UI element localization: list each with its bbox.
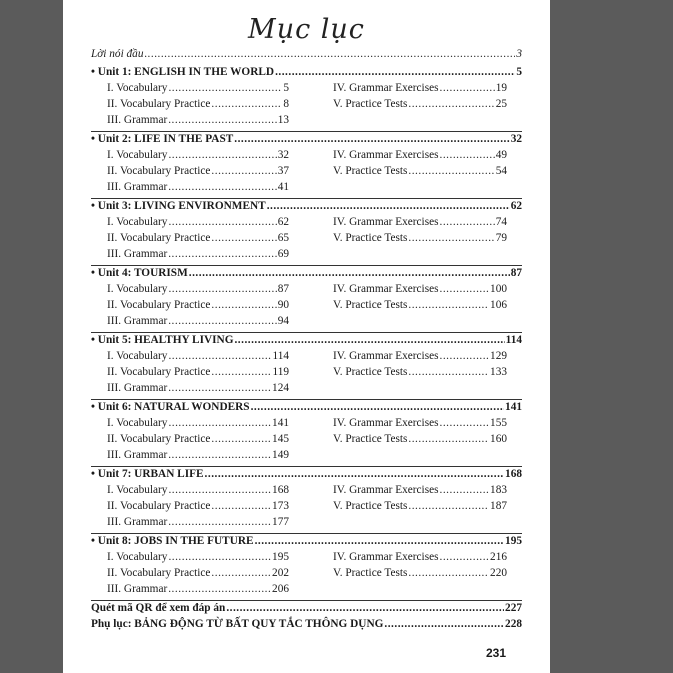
section-entry xyxy=(107,583,289,599)
toc-entry-page: 187 xyxy=(490,500,507,512)
bullet-icon: • xyxy=(91,535,98,547)
bullet-icon: • xyxy=(91,334,98,346)
dot-leader xyxy=(168,114,276,126)
toc-entry-label: Unit 7: URBAN LIFE xyxy=(97,468,204,480)
section-entry xyxy=(333,433,507,449)
dot-leader xyxy=(168,283,276,295)
unit-title-wrap xyxy=(91,200,266,212)
empty-cell xyxy=(333,449,507,465)
toc-entry-page: 168 xyxy=(272,484,289,496)
unit-heading xyxy=(91,133,522,149)
toc-entry-page: 32 xyxy=(510,133,522,145)
section-entry xyxy=(107,98,289,114)
toc-entry-label: V. Practice Tests xyxy=(333,366,408,378)
toc-entry-page: 124 xyxy=(272,382,289,394)
toc-entry-label: II. Vocabulary Practice xyxy=(107,366,211,378)
toc-entry-page: 62 xyxy=(277,216,289,228)
dot-leader xyxy=(211,433,271,445)
section-entry xyxy=(333,299,507,315)
toc-entry-page: 74 xyxy=(495,216,507,228)
dot-leader xyxy=(408,500,489,512)
toc-entry-label: II. Vocabulary Practice xyxy=(107,232,211,244)
unit-sections xyxy=(91,216,522,264)
toc-entry-label: III. Grammar xyxy=(107,114,168,126)
empty-cell xyxy=(333,114,507,130)
toc-entry-label: I. Vocabulary xyxy=(107,216,168,228)
empty-cell xyxy=(333,516,507,532)
toc-entry-page: 62 xyxy=(510,200,522,212)
bullet-icon: • xyxy=(91,200,98,212)
section-entry xyxy=(333,82,507,98)
toc-entry-label: IV. Grammar Exercises xyxy=(333,82,439,94)
section-entry xyxy=(107,516,289,532)
toc-entry-page: 216 xyxy=(490,551,507,563)
toc-entry-page: 227 xyxy=(505,602,522,614)
toc-entry-label: II. Vocabulary Practice xyxy=(107,567,211,579)
toc-entry-page: 177 xyxy=(272,516,289,528)
toc-entry-label: I. Vocabulary xyxy=(107,149,168,161)
toc-entry-label: II. Vocabulary Practice xyxy=(107,299,211,311)
page-number: 231 xyxy=(486,646,507,660)
dot-leader xyxy=(255,535,504,547)
dot-leader xyxy=(275,66,515,78)
appendix-entry xyxy=(91,618,522,634)
dot-leader xyxy=(251,401,504,413)
unit-sections xyxy=(91,350,522,398)
bullet-icon: • xyxy=(91,267,98,279)
section-entry xyxy=(107,366,289,382)
toc-entry-label: Unit 3: LIVING ENVIRONMENT xyxy=(97,200,266,212)
toc-entry-label: IV. Grammar Exercises xyxy=(333,283,439,295)
toc-entry-page: 90 xyxy=(277,299,289,311)
toc-entry-page: 106 xyxy=(490,299,507,311)
document-page xyxy=(63,0,550,673)
toc-entry-page: 54 xyxy=(495,165,507,177)
toc-entry-label: V. Practice Tests xyxy=(333,567,408,579)
toc-entry-page: 3 xyxy=(516,48,522,60)
dot-leader xyxy=(440,417,490,429)
toc-entry-label: III. Grammar xyxy=(107,516,168,528)
dot-leader xyxy=(168,350,271,362)
section-entry xyxy=(333,98,507,114)
toc-entry-page: 141 xyxy=(505,401,522,413)
dot-leader xyxy=(408,567,489,579)
toc-entry-page: 195 xyxy=(505,535,522,547)
section-entry xyxy=(333,417,507,433)
section-entry xyxy=(333,149,507,165)
toc-entry-label: IV. Grammar Exercises xyxy=(333,350,439,362)
bullet-icon: • xyxy=(91,401,98,413)
toc-entry-page: 129 xyxy=(490,350,507,362)
toc-entry-page: 133 xyxy=(490,366,507,378)
toc-entry-label: IV. Grammar Exercises xyxy=(333,484,439,496)
toc-entry-label: V. Practice Tests xyxy=(333,299,408,311)
toc-entry-label: Phụ lục: BẢNG ĐỘNG TỪ BẤT QUY TẮC THÔNG DỤNG xyxy=(91,618,384,630)
unit-sections xyxy=(91,551,522,599)
appendix-entry xyxy=(91,602,522,618)
section-entry xyxy=(333,551,507,567)
dot-leader xyxy=(168,315,276,327)
section-entry xyxy=(107,484,289,500)
toc-entry-label: Unit 4: TOURISM xyxy=(97,267,188,279)
unit-block xyxy=(91,468,522,534)
toc-entry-label: II. Vocabulary Practice xyxy=(107,433,211,445)
toc-entry-page: 13 xyxy=(277,114,289,126)
toc-entry-label: III. Grammar xyxy=(107,449,168,461)
dot-leader xyxy=(408,433,489,445)
dot-leader xyxy=(168,149,276,161)
toc-entry-page: 155 xyxy=(490,417,507,429)
dot-leader xyxy=(168,82,282,94)
toc-entry-label: IV. Grammar Exercises xyxy=(333,551,439,563)
section-divider xyxy=(91,131,522,132)
toc-entry-page: 32 xyxy=(277,149,289,161)
section-entry xyxy=(333,232,507,248)
dot-leader xyxy=(211,500,271,512)
dot-leader xyxy=(440,350,490,362)
section-entry xyxy=(107,181,289,197)
toc-entry-label: III. Grammar xyxy=(107,248,168,260)
toc-entry-page: 79 xyxy=(495,232,507,244)
dot-leader xyxy=(234,133,509,145)
toc-entry-page: 173 xyxy=(272,500,289,512)
unit-title-wrap xyxy=(91,66,274,78)
section-entry xyxy=(107,82,289,98)
toc-entry-label: I. Vocabulary xyxy=(107,350,168,362)
unit-heading xyxy=(91,66,522,82)
dot-leader xyxy=(189,267,510,279)
toc-entry-label: I. Vocabulary xyxy=(107,82,168,94)
dot-leader xyxy=(440,149,495,161)
dot-leader xyxy=(440,82,495,94)
unit-title-wrap xyxy=(91,133,233,145)
dot-leader xyxy=(144,48,515,60)
section-entry xyxy=(107,165,289,181)
dot-leader xyxy=(440,283,490,295)
section-divider xyxy=(91,265,522,266)
toc-entry-page: 114 xyxy=(272,350,289,362)
section-entry xyxy=(107,114,289,130)
toc-entry-label: II. Vocabulary Practice xyxy=(107,500,211,512)
toc-entry-page: 220 xyxy=(490,567,507,579)
section-entry xyxy=(107,232,289,248)
dot-leader xyxy=(211,299,276,311)
unit-sections xyxy=(91,417,522,465)
empty-cell xyxy=(333,315,507,331)
section-entry xyxy=(107,382,289,398)
unit-title-wrap xyxy=(91,267,188,279)
dot-leader xyxy=(168,551,271,563)
toc-entry-label: I. Vocabulary xyxy=(107,283,168,295)
toc-entry-page: 206 xyxy=(272,583,289,595)
section-entry xyxy=(107,299,289,315)
section-entry xyxy=(333,350,507,366)
toc-entry-label: III. Grammar xyxy=(107,181,168,193)
toc-entry-label: II. Vocabulary Practice xyxy=(107,165,211,177)
section-divider xyxy=(91,533,522,534)
unit-sections xyxy=(91,283,522,331)
section-entry xyxy=(107,315,289,331)
dot-leader xyxy=(408,299,489,311)
toc-entry-page: 41 xyxy=(277,181,289,193)
toc-entry-page: 94 xyxy=(277,315,289,327)
table-of-contents xyxy=(91,48,522,634)
dot-leader xyxy=(440,551,490,563)
empty-cell xyxy=(333,248,507,264)
left-background xyxy=(0,0,63,673)
toc-entry-page: 19 xyxy=(495,82,507,94)
toc-entry-page: 145 xyxy=(272,433,289,445)
toc-entry-page: 168 xyxy=(505,468,522,480)
dot-leader xyxy=(211,567,271,579)
unit-block xyxy=(91,401,522,467)
unit-block xyxy=(91,267,522,333)
toc-entry-page: 87 xyxy=(510,267,522,279)
dot-leader xyxy=(408,98,494,110)
dot-leader xyxy=(168,417,271,429)
dot-leader xyxy=(440,484,490,496)
dot-leader xyxy=(408,366,489,378)
toc-entry-label: Unit 8: JOBS IN THE FUTURE xyxy=(97,535,254,547)
unit-heading xyxy=(91,200,522,216)
toc-entry-page: 25 xyxy=(495,98,507,110)
dot-leader xyxy=(168,449,271,461)
section-entry xyxy=(107,567,289,583)
toc-intro xyxy=(91,48,522,64)
bullet-icon: • xyxy=(91,133,98,145)
toc-entry-label: Unit 6: NATURAL WONDERS xyxy=(97,401,250,413)
toc-entry-label: V. Practice Tests xyxy=(333,98,408,110)
toc-entry-label: Lời nói đầu xyxy=(91,48,144,60)
section-divider xyxy=(91,600,522,601)
unit-title-wrap xyxy=(91,535,254,547)
empty-cell xyxy=(333,382,507,398)
toc-entry-page: 202 xyxy=(272,567,289,579)
section-entry xyxy=(107,248,289,264)
dot-leader xyxy=(168,516,271,528)
dot-leader xyxy=(211,98,282,110)
toc-entry-page: 87 xyxy=(277,283,289,295)
toc-entry-label: I. Vocabulary xyxy=(107,417,168,429)
bullet-icon: • xyxy=(91,66,98,78)
unit-block xyxy=(91,66,522,132)
toc-entry-label: IV. Grammar Exercises xyxy=(333,149,439,161)
section-entry xyxy=(107,216,289,232)
section-entry xyxy=(107,350,289,366)
appendix-list xyxy=(91,602,522,634)
section-entry xyxy=(333,165,507,181)
toc-entry-page: 37 xyxy=(277,165,289,177)
empty-cell xyxy=(333,583,507,599)
toc-entry-label: I. Vocabulary xyxy=(107,551,168,563)
toc-entry-label: II. Vocabulary Practice xyxy=(107,98,211,110)
toc-entry-page: 69 xyxy=(277,248,289,260)
empty-cell xyxy=(333,181,507,197)
dot-leader xyxy=(267,200,510,212)
unit-heading xyxy=(91,535,522,551)
dot-leader xyxy=(168,181,276,193)
section-entry xyxy=(333,500,507,516)
toc-entry-page: 195 xyxy=(272,551,289,563)
toc-entry-label: I. Vocabulary xyxy=(107,484,168,496)
dot-leader xyxy=(168,583,271,595)
unit-block xyxy=(91,334,522,400)
unit-block xyxy=(91,535,522,601)
dot-leader xyxy=(205,468,505,480)
unit-sections xyxy=(91,484,522,532)
toc-entry-label: Quét mã QR để xem đáp án xyxy=(91,602,226,614)
toc-entry-label: III. Grammar xyxy=(107,382,168,394)
toc-entry-page: 119 xyxy=(272,366,289,378)
unit-title-wrap xyxy=(91,334,233,346)
section-entry xyxy=(333,567,507,583)
section-entry xyxy=(333,283,507,299)
section-entry xyxy=(107,500,289,516)
unit-sections xyxy=(91,149,522,197)
toc-entry-label: IV. Grammar Exercises xyxy=(333,417,439,429)
unit-block xyxy=(91,133,522,199)
dot-leader xyxy=(226,602,504,614)
toc-entry-page: 8 xyxy=(283,98,289,110)
dot-leader xyxy=(408,232,494,244)
dot-leader xyxy=(168,216,276,228)
toc-entry-page: 5 xyxy=(283,82,289,94)
toc-entry-page: 5 xyxy=(516,66,522,78)
unit-title-wrap xyxy=(91,468,204,480)
toc-entry-label: V. Practice Tests xyxy=(333,165,408,177)
section-divider xyxy=(91,198,522,199)
dot-leader xyxy=(211,165,276,177)
toc-entry-page: 149 xyxy=(272,449,289,461)
toc-entry-page: 100 xyxy=(490,283,507,295)
toc-entry-label: V. Practice Tests xyxy=(333,232,408,244)
unit-title-wrap xyxy=(91,401,250,413)
toc-entry-label: III. Grammar xyxy=(107,315,168,327)
right-background xyxy=(550,0,673,673)
section-entry xyxy=(107,551,289,567)
dot-leader xyxy=(168,248,276,260)
page-title: Mục lục xyxy=(248,14,365,45)
toc-entry-page: 65 xyxy=(277,232,289,244)
section-entry xyxy=(107,433,289,449)
toc-entry-page: 141 xyxy=(272,417,289,429)
section-entry xyxy=(333,366,507,382)
section-entry xyxy=(107,449,289,465)
bullet-icon: • xyxy=(91,468,98,480)
toc-entry-page: 49 xyxy=(495,149,507,161)
toc-entry-label: Unit 2: LIFE IN THE PAST xyxy=(97,133,234,145)
unit-heading xyxy=(91,468,522,484)
unit-heading xyxy=(91,401,522,417)
unit-heading xyxy=(91,267,522,283)
dot-leader xyxy=(234,334,504,346)
section-entry xyxy=(107,417,289,433)
unit-block xyxy=(91,200,522,266)
section-divider xyxy=(91,399,522,400)
section-divider xyxy=(91,466,522,467)
section-entry xyxy=(107,149,289,165)
section-entry xyxy=(107,283,289,299)
toc-entry-page: 114 xyxy=(505,334,522,346)
toc-entry-label: V. Practice Tests xyxy=(333,433,408,445)
toc-entry-label: Unit 1: ENGLISH IN THE WORLD xyxy=(97,66,275,78)
toc-entry-page: 183 xyxy=(490,484,507,496)
toc-entry-label: III. Grammar xyxy=(107,583,168,595)
toc-entry-label: IV. Grammar Exercises xyxy=(333,216,439,228)
toc-entry-page: 160 xyxy=(490,433,507,445)
toc-entry-label: Unit 5: HEALTHY LIVING xyxy=(97,334,234,346)
dot-leader xyxy=(408,165,494,177)
unit-heading xyxy=(91,334,522,350)
unit-list xyxy=(91,66,522,601)
section-divider xyxy=(91,332,522,333)
dot-leader xyxy=(440,216,495,228)
dot-leader xyxy=(211,366,271,378)
toc-entry-label: V. Practice Tests xyxy=(333,500,408,512)
dot-leader xyxy=(384,618,504,630)
dot-leader xyxy=(168,382,271,394)
toc-entry-page: 228 xyxy=(505,618,522,630)
unit-sections xyxy=(91,82,522,130)
section-entry xyxy=(333,484,507,500)
section-entry xyxy=(333,216,507,232)
dot-leader xyxy=(211,232,276,244)
dot-leader xyxy=(168,484,271,496)
